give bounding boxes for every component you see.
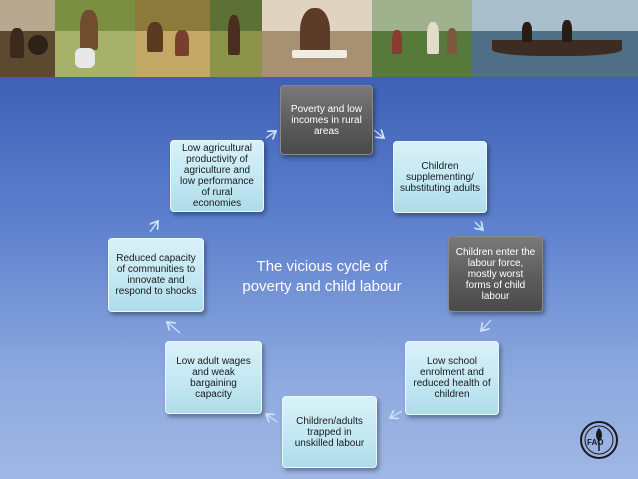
node-low-productivity [170, 140, 264, 212]
node-low-school [405, 341, 499, 415]
node-children-labour-force [448, 236, 543, 312]
arrow-poverty-to-supplementing [374, 130, 384, 138]
arrow-wages-to-capacity [167, 322, 180, 333]
arrow-supplementing-to-labour [475, 222, 483, 230]
node-reduced-capacity [108, 238, 204, 312]
node-reduced-capacity-label: Reduced capacity of communities to innovate and respond to shocks [115, 253, 197, 297]
arrow-productivity-to-poverty [266, 131, 276, 138]
node-low-wages [165, 341, 262, 414]
arrow-labour-to-school [481, 320, 491, 331]
node-poverty-label: Poverty and low incomes in rural areas [290, 103, 363, 137]
node-low-school-label: Low school enrolment and reduced health of children [413, 356, 491, 400]
arrow-school-to-trapped [390, 411, 402, 418]
diagram-title: The vicious cycle of poverty and child labour [242, 258, 402, 295]
fao-logo-text: FAO [587, 438, 604, 447]
node-low-productivity-label: Low agricultural productivity of agriculture and low performance of rural economies [180, 143, 254, 209]
arrow-capacity-to-productivity [150, 221, 158, 232]
arrow-trapped-to-wages [266, 414, 277, 422]
node-poverty [280, 85, 373, 155]
fao-logo-icon [579, 420, 619, 460]
node-trapped-label: Children/adults trapped in unskilled labour [294, 415, 365, 449]
node-children-labour-force-label: Children enter the labour force, mostly worst forms of child labour [455, 246, 536, 302]
node-children-supplementing-label: Children supplementing/ substituting adults [399, 160, 481, 194]
node-trapped [282, 396, 377, 468]
node-children-supplementing [393, 141, 487, 213]
node-low-wages-label: Low adult wages and weak bargaining capacity [176, 355, 251, 400]
